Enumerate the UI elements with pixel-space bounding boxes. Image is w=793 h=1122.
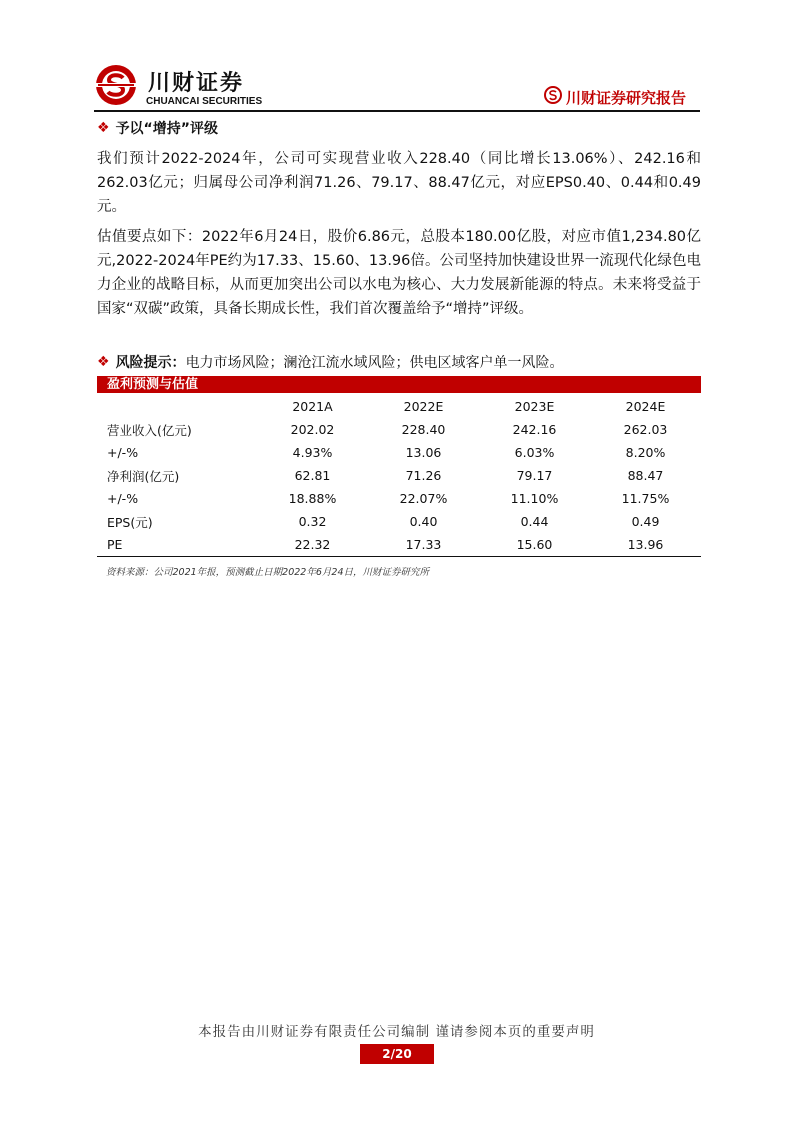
risk-text: 电力市场风险；澜沧江流水域风险；供电区域客户单一风险。: [185, 355, 564, 371]
brand-name-en: CHUANCAI SECURITIES: [146, 96, 263, 107]
table-cell: 0.44: [520, 514, 549, 529]
table-header-cell: 2021A: [292, 399, 333, 414]
table-cell: 0.49: [631, 514, 660, 529]
table-header-cell: 2024E: [625, 399, 666, 414]
row-label: PE: [97, 533, 257, 557]
table-header-cell: 2023E: [514, 399, 555, 414]
table-header-row: [97, 395, 701, 418]
report-tag: [544, 86, 686, 108]
table-row: [97, 441, 701, 464]
table-cell: 0.40: [409, 514, 438, 529]
table-row: [97, 487, 701, 510]
table-header-cell: 2022E: [403, 399, 444, 414]
table-title-bar: [97, 376, 701, 393]
table-cell: 11.10%: [510, 491, 559, 506]
forecast-paragraph: 我们预计2022-2024年，公司可实现营业收入228.40（同比增长13.06%）、242.16和262.03亿元；归属母公司净利润71.26、79.17、88.47亿元，对应EPS0.40、0.44和0.49元。: [97, 151, 701, 215]
row-label: 净利润(亿元): [107, 468, 180, 484]
forecast-table: [97, 395, 701, 557]
table-header-cell: [97, 395, 257, 418]
diamond-bullet-icon: ❖: [97, 120, 110, 136]
table-cell: 13.96: [590, 533, 701, 557]
table-row: [97, 418, 701, 441]
table-cell: 79.17: [516, 468, 553, 483]
table-cell: 262.03: [623, 422, 668, 437]
valuation-paragraph: 估值要点如下：2022年6月24日，股价6.86元，总股本180.00亿股，对应市值1,234.80亿元,2022-2024年PE约为17.33、15.60、13.96倍。公司坚持加快建设世界一流现代化绿色电力企业的战略目标，从而更加突出公司以水电为核心、大力发展新能源的特点。未来将受益于国家“双碳”政策，具备长期成长性，我们首次覆盖给予“增持”评级。: [97, 229, 701, 317]
row-label: EPS(元): [107, 514, 153, 530]
footer-disclaimer: 本报告由川财证券有限责任公司编制 谨请参阅本页的重要声明: [198, 1024, 595, 1040]
table-cell: 71.26: [405, 468, 442, 483]
rating-heading: [97, 118, 218, 138]
company-logo-icon: [94, 63, 138, 107]
row-label: +/-%: [107, 491, 139, 506]
table-row: [97, 533, 701, 557]
table-cell: 228.40: [401, 422, 446, 437]
table-cell: 202.02: [290, 422, 335, 437]
table-cell: 6.03%: [514, 445, 555, 460]
header-divider: [94, 110, 700, 112]
brand-name-cn: 川财证券: [148, 71, 245, 96]
report-tag-label: 川财证券研究报告: [566, 88, 687, 107]
row-label: +/-%: [107, 445, 139, 460]
table-source-note: 资料来源：公司2021年报，预测截止日期2022年6月24日，川财证券研究所: [106, 567, 429, 578]
table-cell: 62.81: [294, 468, 331, 483]
risk-heading: [97, 352, 564, 372]
page-number: 2/20: [360, 1044, 434, 1064]
table-cell: 15.60: [479, 533, 590, 557]
table-cell: 13.06: [405, 445, 442, 460]
table-row: [97, 464, 701, 487]
table-cell: 22.32: [257, 533, 368, 557]
row-label: 营业收入(亿元): [107, 422, 192, 438]
rating-heading-text: 予以“增持”评级: [115, 121, 218, 137]
table-cell: 4.93%: [292, 445, 333, 460]
table-cell: 0.32: [298, 514, 327, 529]
table-cell: 88.47: [627, 468, 664, 483]
report-badge-icon: [544, 86, 562, 108]
table-cell: 11.75%: [621, 491, 670, 506]
table-title: 盈利预测与估值: [107, 377, 199, 392]
table-cell: 22.07%: [399, 491, 448, 506]
table-cell: 18.88%: [288, 491, 337, 506]
risk-heading-label: 风险提示：: [115, 355, 186, 371]
diamond-bullet-icon: ❖: [97, 354, 110, 370]
table-row: [97, 510, 701, 533]
table-cell: 8.20%: [625, 445, 666, 460]
table-cell: 242.16: [512, 422, 557, 437]
table-cell: 17.33: [368, 533, 479, 557]
